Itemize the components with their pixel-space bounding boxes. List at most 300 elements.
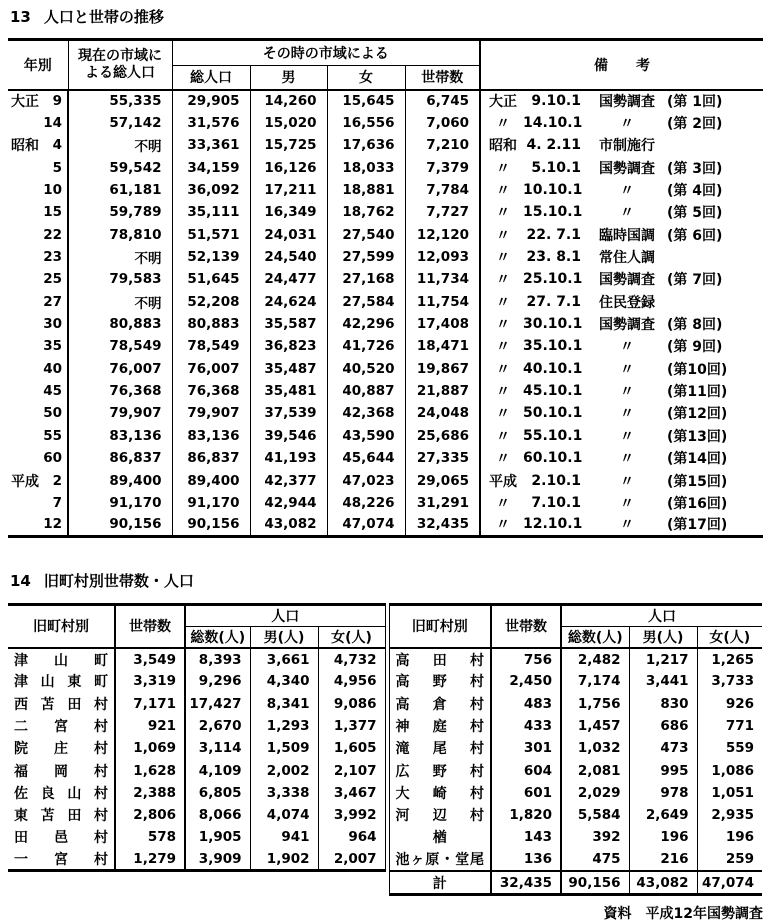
col-pop-male: 男(人) bbox=[250, 626, 318, 648]
current-area-pop-value: 不明 bbox=[68, 246, 172, 268]
year-value: 27 bbox=[43, 293, 62, 310]
remark-era: 〃 bbox=[496, 160, 510, 177]
female-value: 15,645 bbox=[327, 90, 405, 112]
remark-note: (第10回) bbox=[667, 361, 728, 378]
col-pop-total: 総数(人) bbox=[185, 626, 250, 648]
current-area-pop-value: 83,136 bbox=[68, 425, 172, 447]
total-pop-value: 78,549 bbox=[172, 335, 250, 357]
pop-total-value: 475 bbox=[561, 849, 629, 871]
village-name: 河 辺 村 bbox=[395, 808, 485, 825]
remark-era: 〃 bbox=[496, 183, 510, 200]
remark-note: (第16回) bbox=[667, 495, 728, 512]
village-table-right-body bbox=[389, 648, 762, 871]
male-value: 24,540 bbox=[250, 246, 327, 268]
pop-male-value: 8,341 bbox=[250, 692, 318, 714]
table-row bbox=[389, 737, 762, 759]
households-value: 1,279 bbox=[115, 849, 185, 871]
households-value: 604 bbox=[491, 759, 561, 781]
year-value: 30 bbox=[43, 316, 62, 333]
table-row bbox=[8, 313, 763, 335]
households-value: 7,060 bbox=[405, 112, 480, 134]
remarks-cell bbox=[480, 313, 763, 335]
table-row bbox=[8, 134, 763, 156]
village-name: 津 山 町 bbox=[14, 652, 108, 669]
remark-date: 9.10.1 bbox=[531, 93, 581, 110]
households-value: 3,319 bbox=[115, 670, 185, 692]
source-note: 資料 平成12年国勢調査 bbox=[603, 906, 763, 923]
total-pop-value: 80,883 bbox=[172, 313, 250, 335]
table-row bbox=[8, 737, 385, 759]
year-cell bbox=[8, 157, 68, 179]
table-row bbox=[8, 715, 385, 737]
remark-date: 25.10.1 bbox=[523, 271, 583, 288]
table13-header bbox=[8, 40, 763, 90]
village-name: 高 倉 村 bbox=[395, 696, 485, 713]
pop-total-value: 6,805 bbox=[185, 782, 250, 804]
col-pop-total: 総数(人) bbox=[561, 626, 629, 648]
table-row bbox=[389, 670, 762, 692]
households-value: 7,210 bbox=[405, 134, 480, 156]
village-name: 広 野 村 bbox=[395, 763, 485, 780]
pop-total-value: 1,032 bbox=[561, 737, 629, 759]
year-value: 55 bbox=[43, 427, 62, 444]
female-value: 42,296 bbox=[327, 313, 405, 335]
households-value: 921 bbox=[115, 715, 185, 737]
male-value: 16,349 bbox=[250, 201, 327, 223]
pop-male-value: 3,441 bbox=[629, 670, 697, 692]
table-row bbox=[8, 380, 763, 402]
female-value: 18,881 bbox=[327, 179, 405, 201]
village-name: 二 宮 村 bbox=[14, 718, 108, 735]
pop-female-value: 771 bbox=[697, 715, 762, 737]
households-value: 7,784 bbox=[405, 179, 480, 201]
current-area-pop-value: 61,181 bbox=[68, 179, 172, 201]
col-current-line2: よる総人口 bbox=[85, 64, 155, 81]
households-value: 11,734 bbox=[405, 268, 480, 290]
table-row bbox=[8, 112, 763, 134]
remark-note: (第 2回) bbox=[667, 116, 723, 133]
col-group-at-that-time: その時の市域による bbox=[172, 40, 480, 66]
current-area-pop-value: 76,007 bbox=[68, 358, 172, 380]
current-area-pop-value: 80,883 bbox=[68, 313, 172, 335]
households-value: 301 bbox=[491, 737, 561, 759]
current-area-pop-value: 90,156 bbox=[68, 514, 172, 536]
col-year: 年別 bbox=[8, 40, 68, 90]
year-value: 35 bbox=[43, 338, 62, 355]
total-pop-value: 90,156 bbox=[172, 514, 250, 536]
pop-total-value: 2,081 bbox=[561, 759, 629, 781]
village-name: 池ヶ原・堂尾 bbox=[395, 852, 485, 869]
remarks-cell bbox=[480, 291, 763, 313]
col-village: 旧町村別 bbox=[8, 604, 115, 648]
village-name: 大 崎 村 bbox=[395, 785, 485, 802]
table14-number: 14 bbox=[10, 571, 31, 590]
col-pop-female: 女(人) bbox=[318, 626, 385, 648]
pop-female-value: 9,086 bbox=[318, 692, 385, 714]
year-value: 23 bbox=[43, 249, 62, 266]
era-label: 昭和 bbox=[11, 138, 39, 155]
total-pop-value: 89,400 bbox=[172, 469, 250, 491]
remarks-cell bbox=[480, 246, 763, 268]
remark-note: (第 1回) bbox=[667, 94, 723, 111]
households-value: 2,450 bbox=[491, 670, 561, 692]
pop-male-value: 1,293 bbox=[250, 715, 318, 737]
col-current-line1: 現在の市域に bbox=[78, 47, 162, 64]
remark-event: 国勢調査 bbox=[599, 317, 655, 334]
year-cell bbox=[8, 358, 68, 380]
male-value: 37,539 bbox=[250, 402, 327, 424]
village-table-total bbox=[389, 871, 762, 895]
village-name: 院 庄 村 bbox=[14, 741, 108, 758]
pop-female-value: 1,051 bbox=[697, 782, 762, 804]
col-female: 女 bbox=[327, 66, 405, 90]
table-row bbox=[8, 469, 763, 491]
year-value: 15 bbox=[43, 204, 62, 221]
remark-date: 27. 7.1 bbox=[526, 293, 581, 310]
col-male: 男 bbox=[250, 66, 327, 90]
pop-male-value: 216 bbox=[629, 849, 697, 871]
village-table-left bbox=[8, 603, 386, 872]
table-row bbox=[8, 648, 385, 670]
remark-note: (第 4回) bbox=[667, 183, 723, 200]
table-row bbox=[8, 335, 763, 357]
col-total-pop: 総人口 bbox=[172, 66, 250, 90]
remark-date: 35.10.1 bbox=[523, 338, 583, 355]
col-remarks: 備 考 bbox=[480, 40, 763, 90]
total-pop-value: 34,159 bbox=[172, 157, 250, 179]
remark-era: 〃 bbox=[496, 495, 510, 512]
table-row bbox=[8, 849, 385, 871]
remarks-cell bbox=[480, 90, 763, 112]
households-value: 12,093 bbox=[405, 246, 480, 268]
current-area-pop-value: 76,368 bbox=[68, 380, 172, 402]
remark-date: 4. 2.11 bbox=[526, 137, 581, 154]
total-pop-value: 91,170 bbox=[172, 492, 250, 514]
table-row bbox=[8, 692, 385, 714]
pop-total-value: 7,174 bbox=[561, 670, 629, 692]
pop-female-value: 964 bbox=[318, 826, 385, 848]
pop-female-value: 2,107 bbox=[318, 759, 385, 781]
table-row bbox=[389, 692, 762, 714]
remark-event: 〃 bbox=[620, 205, 634, 222]
table13-title bbox=[10, 7, 763, 27]
remarks-cell bbox=[480, 514, 763, 536]
female-value: 27,540 bbox=[327, 224, 405, 246]
pop-total-value: 3,114 bbox=[185, 737, 250, 759]
remarks-cell bbox=[480, 469, 763, 491]
table-row bbox=[8, 157, 763, 179]
pop-male-value: 4,340 bbox=[250, 670, 318, 692]
male-value: 35,481 bbox=[250, 380, 327, 402]
pop-female-value: 2,007 bbox=[318, 849, 385, 871]
table-row bbox=[8, 268, 763, 290]
total-pop-value: 79,907 bbox=[172, 402, 250, 424]
table-row bbox=[389, 715, 762, 737]
households-value: 2,806 bbox=[115, 804, 185, 826]
era-label: 平成 bbox=[11, 473, 39, 490]
current-area-pop-value: 78,549 bbox=[68, 335, 172, 357]
pop-total-value: 5,584 bbox=[561, 804, 629, 826]
year-cell bbox=[8, 402, 68, 424]
male-value: 42,377 bbox=[250, 469, 327, 491]
year-value: 7 bbox=[52, 494, 62, 511]
current-area-pop-value: 78,810 bbox=[68, 224, 172, 246]
households-value: 25,686 bbox=[405, 425, 480, 447]
current-area-pop-value: 79,583 bbox=[68, 268, 172, 290]
households-value: 12,120 bbox=[405, 224, 480, 246]
remark-era: 〃 bbox=[496, 294, 510, 311]
remark-date: 15.10.1 bbox=[523, 204, 583, 221]
table-row bbox=[8, 179, 763, 201]
year-cell bbox=[8, 447, 68, 469]
remarks-cell bbox=[480, 425, 763, 447]
households-value: 7,727 bbox=[405, 201, 480, 223]
village-table-right-header bbox=[389, 604, 762, 648]
pop-female-value: 3,992 bbox=[318, 804, 385, 826]
households-value: 2,388 bbox=[115, 782, 185, 804]
pop-total-value: 8,393 bbox=[185, 648, 250, 670]
households-value: 27,335 bbox=[405, 447, 480, 469]
total-pop-value: 83,136 bbox=[172, 425, 250, 447]
remark-event: 〃 bbox=[620, 517, 634, 534]
remark-date: 45.10.1 bbox=[523, 383, 583, 400]
table-row bbox=[8, 514, 763, 536]
remark-era: 〃 bbox=[496, 205, 510, 222]
male-value: 35,587 bbox=[250, 313, 327, 335]
era-label: 大正 bbox=[11, 94, 39, 111]
remark-date: 40.10.1 bbox=[523, 360, 583, 377]
households-value: 143 bbox=[491, 826, 561, 848]
pop-total-value: 2,482 bbox=[561, 648, 629, 670]
total-pop-value: 35,111 bbox=[172, 201, 250, 223]
remark-note: (第14回) bbox=[667, 451, 728, 468]
remark-event: 〃 bbox=[620, 339, 634, 356]
remark-event: 〃 bbox=[620, 406, 634, 423]
pop-male-value: 995 bbox=[629, 759, 697, 781]
total-pop-value: 51,645 bbox=[172, 268, 250, 290]
col-group-population: 人口 bbox=[561, 604, 762, 626]
total-pop-value: 51,571 bbox=[172, 224, 250, 246]
year-cell bbox=[8, 268, 68, 290]
table14-title bbox=[10, 571, 763, 591]
remark-date: 14.10.1 bbox=[523, 115, 583, 132]
remark-date: 55.10.1 bbox=[523, 427, 583, 444]
village-name: 田 邑 村 bbox=[14, 830, 108, 847]
remark-event: 〃 bbox=[620, 183, 634, 200]
remarks-cell bbox=[480, 492, 763, 514]
table-row bbox=[8, 447, 763, 469]
year-cell bbox=[8, 134, 68, 156]
households-value: 7,379 bbox=[405, 157, 480, 179]
year-value: 45 bbox=[43, 383, 62, 400]
current-area-pop-value: 79,907 bbox=[68, 402, 172, 424]
pop-female-value: 926 bbox=[697, 692, 762, 714]
year-cell bbox=[8, 492, 68, 514]
table-row bbox=[8, 246, 763, 268]
table-row bbox=[389, 826, 762, 848]
male-value: 24,477 bbox=[250, 268, 327, 290]
male-value: 35,487 bbox=[250, 358, 327, 380]
remark-date: 5.10.1 bbox=[531, 159, 581, 176]
remark-era: 〃 bbox=[496, 428, 510, 445]
table-row bbox=[8, 759, 385, 781]
table-row bbox=[8, 670, 385, 692]
female-value: 48,226 bbox=[327, 492, 405, 514]
col-households: 世帯数 bbox=[115, 604, 185, 648]
pop-total-value: 1,756 bbox=[561, 692, 629, 714]
table13-number: 13 bbox=[10, 8, 31, 26]
households-value: 136 bbox=[491, 849, 561, 871]
pop-female-value: 4,732 bbox=[318, 648, 385, 670]
remark-era: 〃 bbox=[496, 361, 510, 378]
households-value: 601 bbox=[491, 782, 561, 804]
remarks-cell bbox=[480, 179, 763, 201]
remark-event: 〃 bbox=[620, 428, 634, 445]
year-value: 40 bbox=[43, 360, 62, 377]
table13-title-text: 人口と世帯の推移 bbox=[43, 8, 164, 26]
female-value: 45,644 bbox=[327, 447, 405, 469]
total-pop-value: 52,139 bbox=[172, 246, 250, 268]
total-pop-value: 76,007 bbox=[172, 358, 250, 380]
year-cell bbox=[8, 425, 68, 447]
total-population: 90,156 bbox=[561, 871, 629, 895]
village-name: 福 岡 村 bbox=[14, 763, 108, 780]
current-area-pop-value: 不明 bbox=[68, 134, 172, 156]
households-value: 578 bbox=[115, 826, 185, 848]
pop-total-value: 9,296 bbox=[185, 670, 250, 692]
pop-male-value: 4,074 bbox=[250, 804, 318, 826]
year-value: 4 bbox=[52, 137, 62, 154]
remark-event: 〃 bbox=[620, 361, 634, 378]
male-value: 16,126 bbox=[250, 157, 327, 179]
table-row bbox=[8, 358, 763, 380]
current-area-pop-value: 86,837 bbox=[68, 447, 172, 469]
year-cell bbox=[8, 224, 68, 246]
village-table-left-header bbox=[8, 604, 385, 648]
remark-era: 昭和 bbox=[489, 138, 517, 155]
year-cell bbox=[8, 380, 68, 402]
remark-era: 〃 bbox=[496, 339, 510, 356]
remark-era: 〃 bbox=[496, 451, 510, 468]
households-value: 31,291 bbox=[405, 492, 480, 514]
male-value: 15,020 bbox=[250, 112, 327, 134]
female-value: 18,762 bbox=[327, 201, 405, 223]
table14-title-text: 旧町村別世帯数・人口 bbox=[43, 571, 194, 590]
male-value: 15,725 bbox=[250, 134, 327, 156]
households-value: 11,754 bbox=[405, 291, 480, 313]
village-tables bbox=[8, 603, 763, 896]
year-cell bbox=[8, 112, 68, 134]
village-name: 神 庭 村 bbox=[395, 718, 485, 735]
pop-male-value: 1,217 bbox=[629, 648, 697, 670]
female-value: 41,726 bbox=[327, 335, 405, 357]
households-value: 483 bbox=[491, 692, 561, 714]
village-name: 一 宮 村 bbox=[14, 851, 108, 868]
village-name: 滝 尾 村 bbox=[395, 741, 485, 758]
pop-male-value: 941 bbox=[250, 826, 318, 848]
households-value: 1,820 bbox=[491, 804, 561, 826]
table-row bbox=[389, 849, 762, 871]
current-area-pop-value: 59,542 bbox=[68, 157, 172, 179]
year-cell bbox=[8, 201, 68, 223]
remarks-cell bbox=[480, 268, 763, 290]
pop-male-value: 473 bbox=[629, 737, 697, 759]
remarks-cell bbox=[480, 402, 763, 424]
pop-male-value: 2,002 bbox=[250, 759, 318, 781]
pop-female-value: 3,467 bbox=[318, 782, 385, 804]
remark-event: 〃 bbox=[620, 451, 634, 468]
remark-event: 国勢調査 bbox=[599, 272, 655, 289]
pop-male-value: 3,338 bbox=[250, 782, 318, 804]
male-value: 14,260 bbox=[250, 90, 327, 112]
village-name: 東 苫 田 村 bbox=[14, 808, 108, 825]
village-name: 楢 bbox=[432, 830, 447, 847]
female-value: 27,168 bbox=[327, 268, 405, 290]
remarks-cell bbox=[480, 157, 763, 179]
table-row bbox=[389, 759, 762, 781]
male-value: 17,211 bbox=[250, 179, 327, 201]
population-trend-table bbox=[8, 38, 763, 538]
table-row bbox=[8, 826, 385, 848]
pop-male-value: 2,649 bbox=[629, 804, 697, 826]
pop-total-value: 3,909 bbox=[185, 849, 250, 871]
male-value: 42,944 bbox=[250, 492, 327, 514]
remark-era: 〃 bbox=[496, 116, 510, 133]
year-value: 2 bbox=[52, 472, 62, 489]
remark-event: 〃 bbox=[620, 384, 634, 401]
year-value: 60 bbox=[43, 450, 62, 467]
table-row bbox=[8, 782, 385, 804]
total-pop-value: 86,837 bbox=[172, 447, 250, 469]
remark-date: 2.10.1 bbox=[531, 472, 581, 489]
remark-note: (第11回) bbox=[667, 384, 728, 401]
village-name: 津 山 東 町 bbox=[14, 674, 108, 691]
pop-total-value: 1,905 bbox=[185, 826, 250, 848]
remark-era: 〃 bbox=[496, 272, 510, 289]
households-value: 1,628 bbox=[115, 759, 185, 781]
remark-date: 10.10.1 bbox=[523, 182, 583, 199]
remark-event: 〃 bbox=[620, 495, 634, 512]
year-cell bbox=[8, 335, 68, 357]
remark-note: (第15回) bbox=[667, 473, 728, 490]
male-value: 36,823 bbox=[250, 335, 327, 357]
table-row bbox=[389, 782, 762, 804]
remark-date: 7.10.1 bbox=[531, 494, 581, 511]
remark-era: 大正 bbox=[489, 94, 517, 111]
remark-event: 常住人調 bbox=[599, 250, 655, 267]
remark-era: 〃 bbox=[496, 517, 510, 534]
female-value: 27,599 bbox=[327, 246, 405, 268]
table-row bbox=[8, 425, 763, 447]
male-value: 39,546 bbox=[250, 425, 327, 447]
remark-note: (第 6回) bbox=[667, 227, 723, 244]
remarks-cell bbox=[480, 224, 763, 246]
households-value: 756 bbox=[491, 648, 561, 670]
female-value: 18,033 bbox=[327, 157, 405, 179]
year-cell bbox=[8, 90, 68, 112]
households-value: 24,048 bbox=[405, 402, 480, 424]
current-area-pop-value: 55,335 bbox=[68, 90, 172, 112]
pop-male-value: 830 bbox=[629, 692, 697, 714]
pop-total-value: 2,029 bbox=[561, 782, 629, 804]
total-pop-value: 33,361 bbox=[172, 134, 250, 156]
remark-event: 国勢調査 bbox=[599, 94, 655, 111]
pop-male-value: 1,902 bbox=[250, 849, 318, 871]
remarks-cell bbox=[480, 447, 763, 469]
total-row bbox=[389, 871, 762, 895]
year-value: 9 bbox=[52, 93, 62, 110]
male-value: 24,624 bbox=[250, 291, 327, 313]
